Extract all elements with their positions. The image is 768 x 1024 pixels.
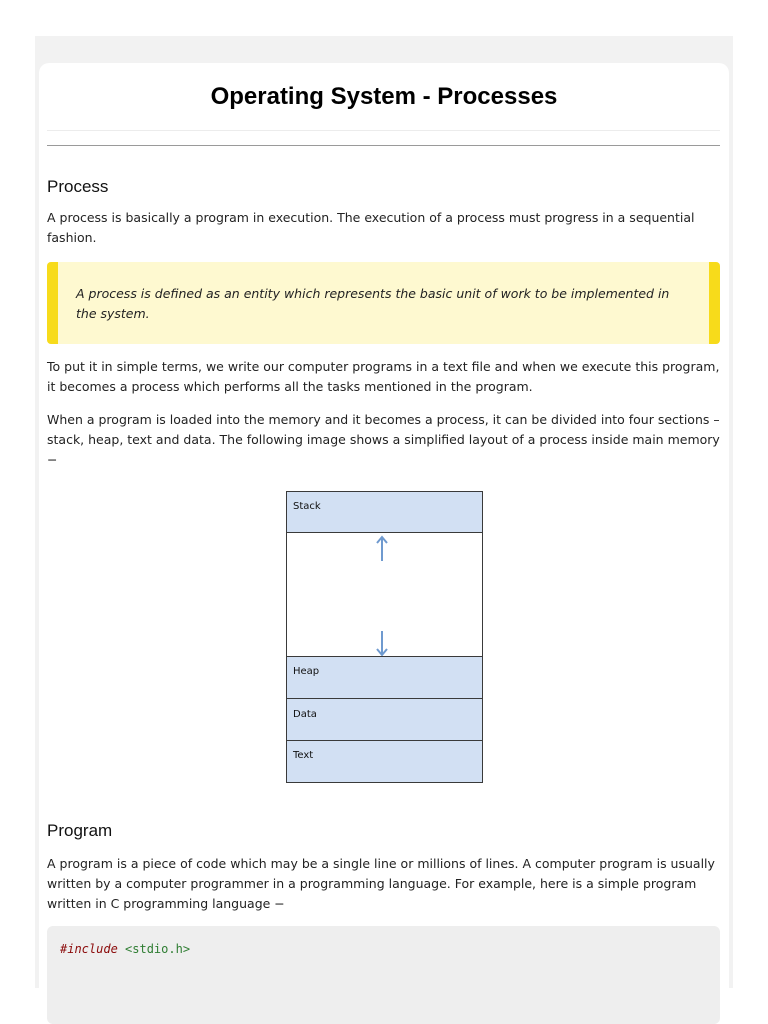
- page-title: Operating System - Processes: [210, 83, 558, 110]
- stack-segment: [287, 492, 483, 533]
- process-intro-paragraph: A process is basically a program in execution. The execution of a process must progress in a sequential fashion.: [47, 210, 695, 245]
- callout-text: A process is defined as an entity which represents the basic unit of work to be implemented in the system.: [76, 286, 670, 321]
- data-label: Data: [293, 709, 317, 720]
- process-paragraph-3: When a program is loaded into the memory and it becomes a process, it can be divided into four sections – stack, heap, text and data. The following image shows a simplified layout of a process inside main memory −: [47, 412, 720, 467]
- section-heading-program: Program: [47, 821, 113, 840]
- text-segment: [287, 741, 483, 783]
- text-label: Text: [293, 750, 314, 761]
- callout-right-bar: [709, 262, 720, 344]
- code-directive: #include: [60, 942, 118, 956]
- code-include-header: <stdio.h>: [125, 942, 191, 956]
- code-line-1: [60, 942, 190, 956]
- section-heading-process: Process: [47, 177, 109, 196]
- free-space-segment: [287, 533, 483, 657]
- code-block: [47, 926, 720, 1024]
- definition-callout: [47, 262, 720, 344]
- title-divider: [47, 145, 720, 146]
- program-paragraph: A program is a piece of code which may be a single line or millions of lines. A computer program is usually written by a computer programmer in a programming language. For example, here is a simple program written in C programming language −: [47, 856, 715, 911]
- heap-label: Heap: [293, 666, 320, 677]
- process-paragraph-2: To put it in simple terms, we write our computer programs in a text file and when we execute this program, it becomes a process which performs all the tasks mentioned in the program.: [47, 359, 720, 394]
- title-divider-light: [47, 130, 720, 131]
- heap-segment: [287, 657, 483, 699]
- callout-left-bar: [47, 262, 58, 344]
- stack-label: Stack: [293, 501, 321, 512]
- process-memory-diagram: [286, 491, 483, 783]
